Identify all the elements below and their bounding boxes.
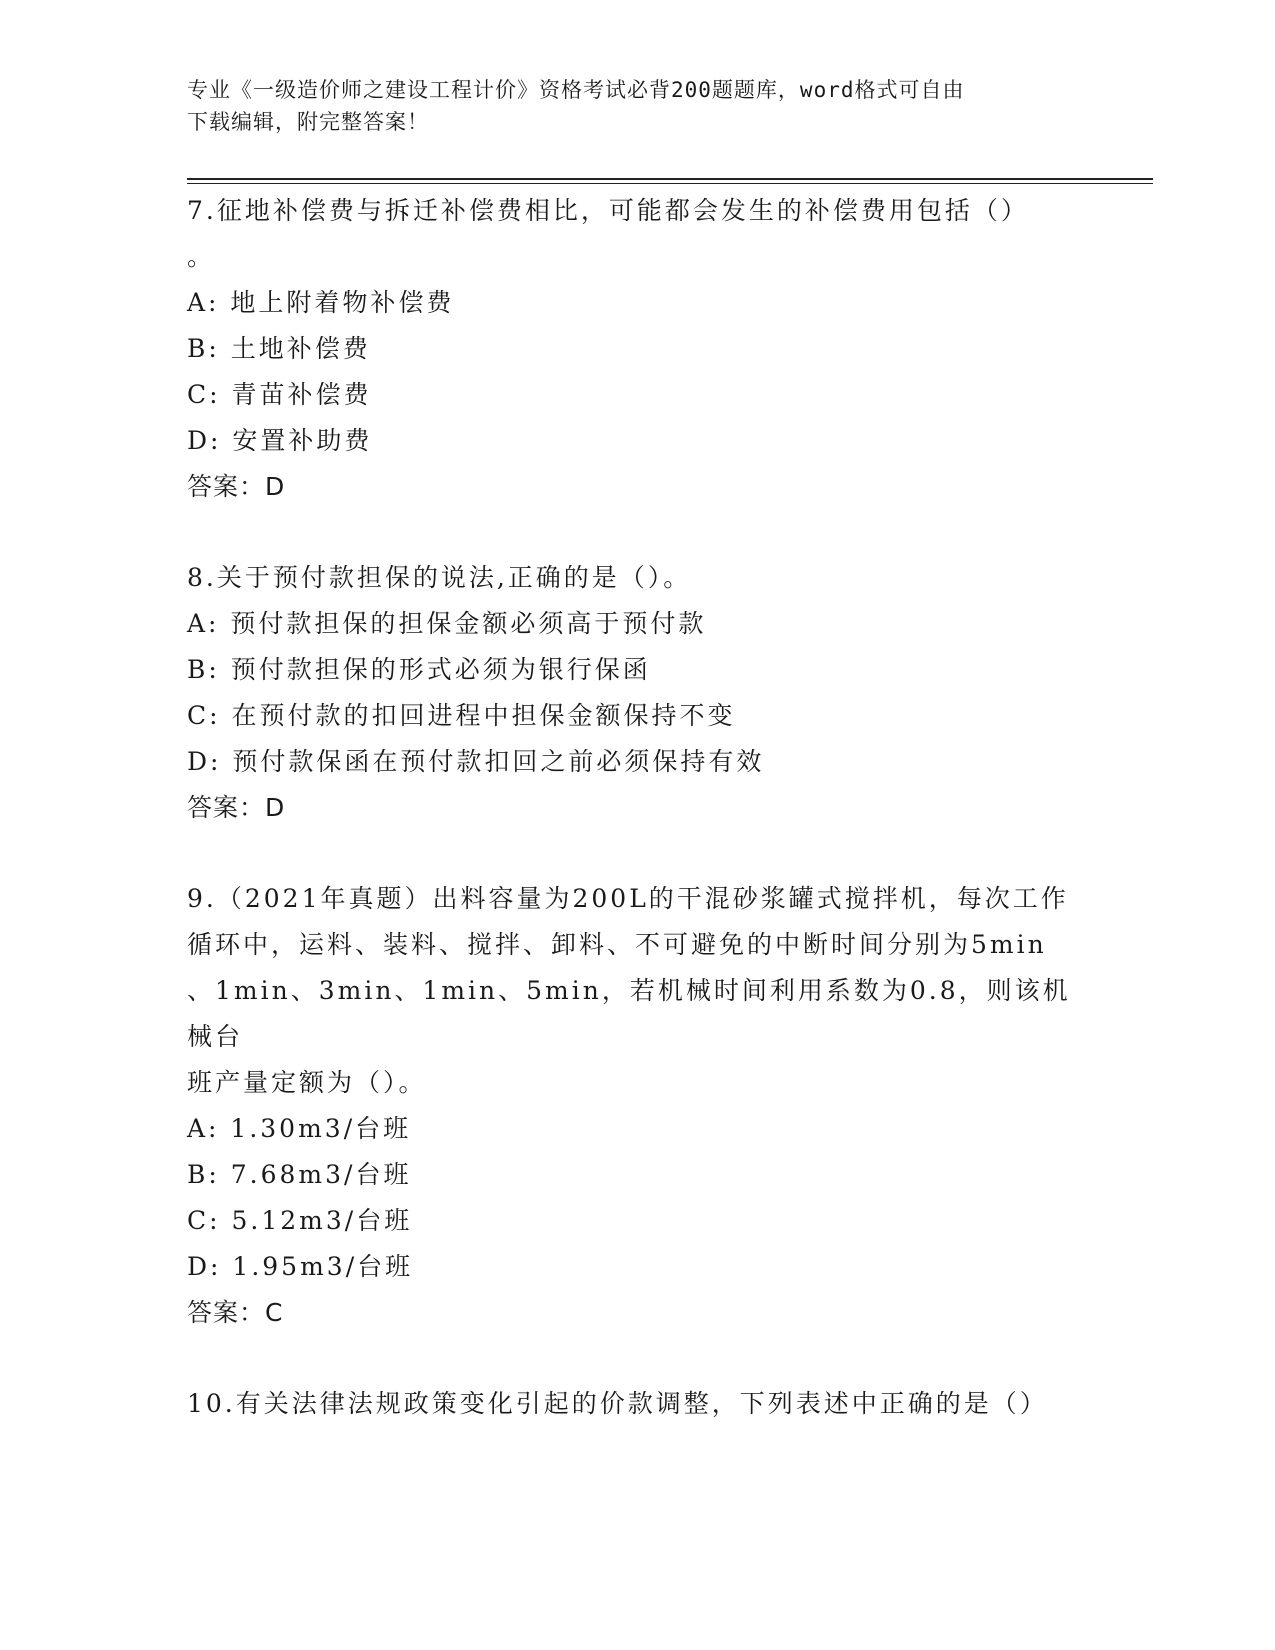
answer-line: 答案：C (187, 1298, 284, 1327)
question-10 (187, 1381, 1087, 1427)
question-text: 。 (187, 242, 216, 271)
option-b: B: 土地补偿费 (187, 334, 371, 363)
question-text: 循环中，运料、装料、搅拌、卸料、不可避免的中断时间分别为5min (187, 930, 1047, 959)
question-7 (187, 188, 1087, 510)
question-text: 、1min、3min、1min、5min，若机械时间利用系数为0.8，则该机械台 (187, 976, 1071, 1051)
option-d: D: 安置补助费 (187, 426, 373, 455)
header-divider-thick (187, 178, 1153, 180)
question-list (187, 188, 1087, 1427)
option-a: A: 1.30m3/台班 (187, 1114, 412, 1143)
document-header (187, 74, 1067, 138)
question-text: 8.关于预付款担保的说法,正确的是（）。 (187, 563, 692, 592)
answer-line: 答案：D (187, 793, 286, 822)
question-text: 9.（2021年真题）出料容量为200L的干混砂浆罐式搅拌机，每次工作 (187, 884, 1069, 913)
option-c: C: 在预付款的扣回进程中担保金额保持不变 (187, 701, 736, 730)
option-c: C: 5.12m3/台班 (187, 1206, 413, 1235)
option-a: A: 地上附着物补偿费 (187, 288, 455, 317)
question-9 (187, 876, 1087, 1336)
question-gap (187, 831, 1087, 876)
option-a: A: 预付款担保的担保金额必须高于预付款 (187, 609, 707, 638)
answer-line: 答案：D (187, 472, 286, 501)
header-line-1: 专业《一级造价师之建设工程计价》资格考试必背200题题库，word格式可自由 (187, 78, 965, 102)
question-gap (187, 510, 1087, 555)
option-b: B: 7.68m3/台班 (187, 1160, 412, 1189)
question-text: 10.有关法律法规政策变化引起的价款调整，下列表述中正确的是（） (187, 1389, 1048, 1418)
option-d: D: 1.95m3/台班 (187, 1252, 414, 1281)
header-line-2: 下载编辑，附完整答案！ (187, 110, 429, 134)
question-text: 7.征地补偿费与拆迁补偿费相比，可能都会发生的补偿费用包括（） (187, 196, 1029, 225)
option-c: C: 青苗补偿费 (187, 380, 372, 409)
question-gap (187, 1336, 1087, 1381)
question-8 (187, 555, 1087, 831)
question-text: 班产量定额为（）。 (187, 1068, 427, 1097)
header-divider-thin (187, 183, 1153, 184)
option-b: B: 预付款担保的形式必须为银行保函 (187, 655, 651, 684)
option-d: D: 预付款保函在预付款扣回之前必须保持有效 (187, 747, 765, 776)
